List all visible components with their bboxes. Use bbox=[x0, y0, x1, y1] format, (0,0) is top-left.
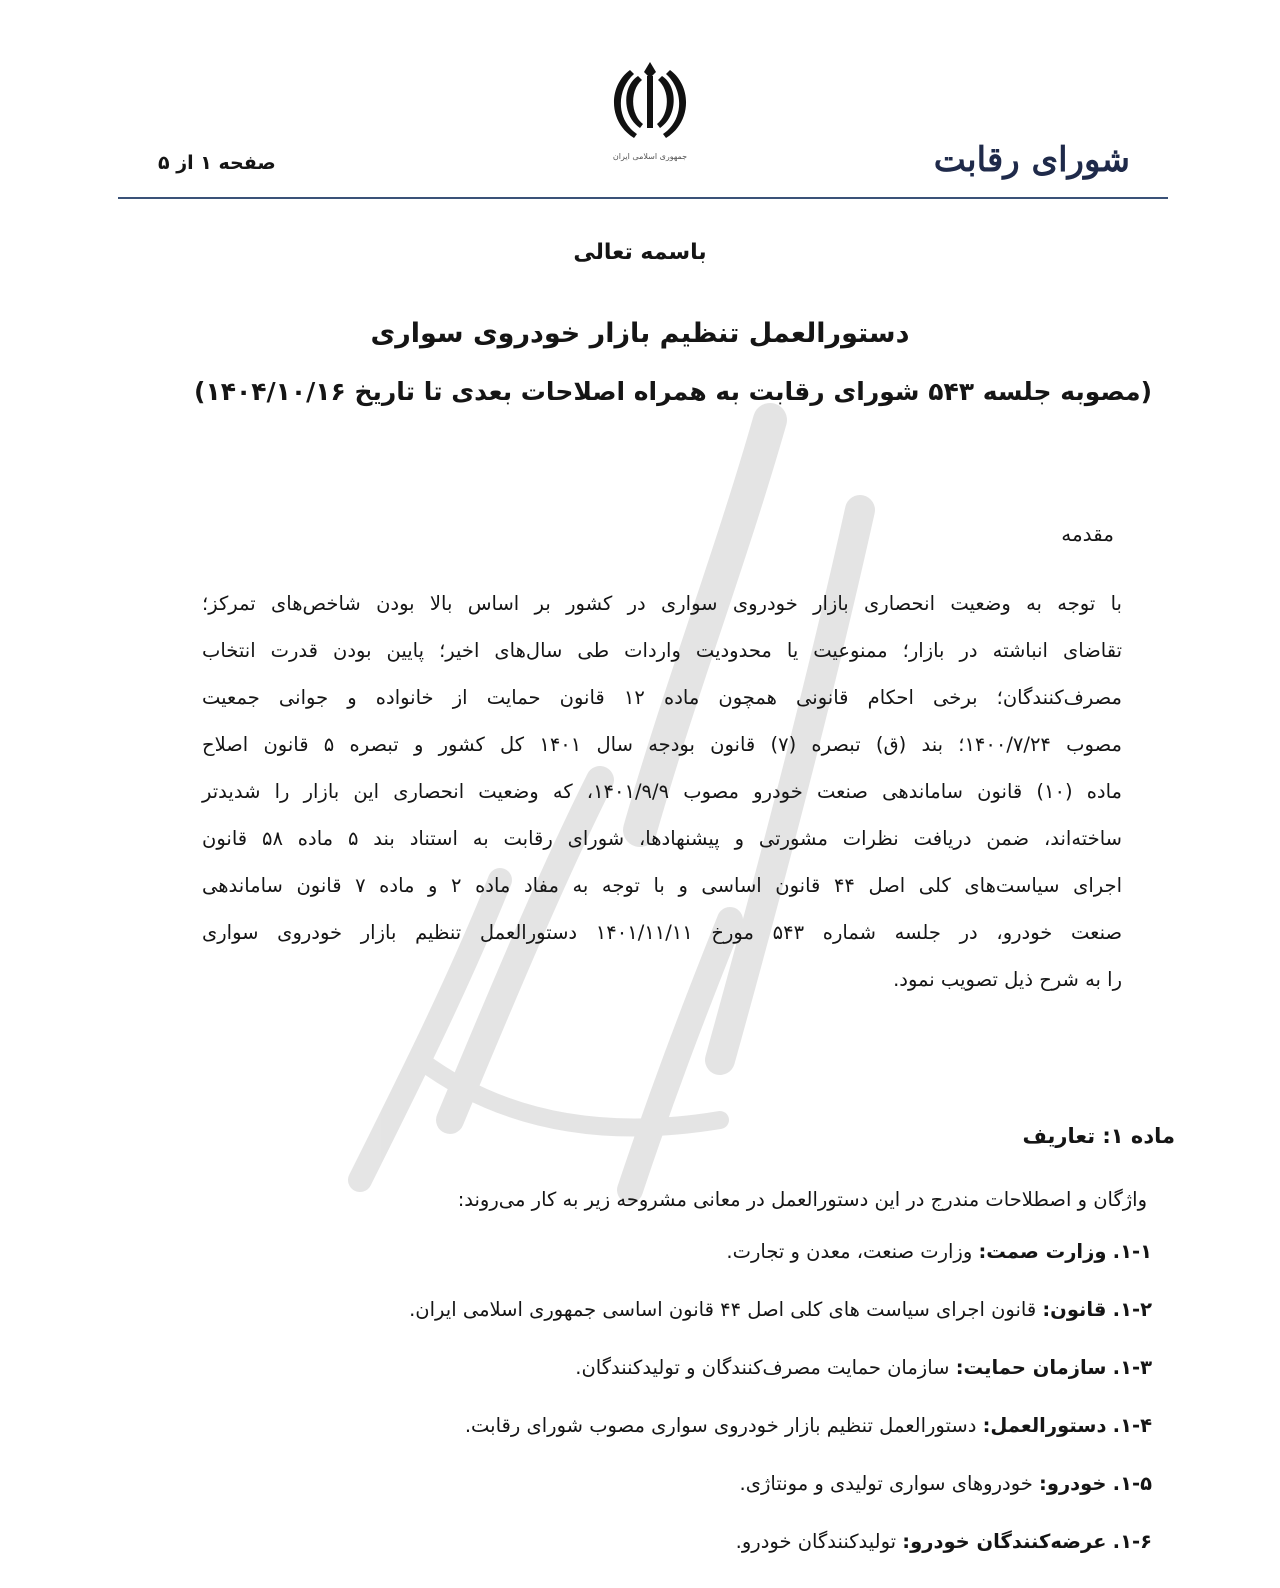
intro-line: تقاضای انباشته در بازار؛ ممنوعیت یا محدودیت واردات طی سال‌های اخیر؛ پایین بودن قدرت انتخاب bbox=[202, 639, 1122, 662]
document-title: دستورالعمل تنظیم بازار خودروی سواری bbox=[370, 318, 910, 349]
intro-line: مصوب ۱۴۰۰/۷/۲۴؛ بند (ق) تبصره (۷) قانون بودجه سال ۱۴۰۱ کل کشور و تبصره ۵ قانون اصلاح bbox=[202, 733, 1122, 756]
definition-number: ۱-۴. bbox=[1112, 1414, 1152, 1437]
intro-line: را به شرح ذیل تصویب نمود. bbox=[893, 968, 1122, 991]
definition-text: خودروهای سواری تولیدی و مونتاژی. bbox=[739, 1472, 1040, 1495]
iran-emblem-icon bbox=[610, 56, 690, 146]
definition-text: وزارت صنعت، معدن و تجارت. bbox=[726, 1240, 979, 1263]
definition-text: سازمان حمایت مصرف‌کنندگان و تولیدکنندگان. bbox=[575, 1356, 956, 1379]
definition-text: قانون اجرای سیاست های کلی اصل ۴۴ قانون اساسی جمهوری اسلامی ایران. bbox=[409, 1298, 1043, 1321]
article-1-heading: ماده ۱: تعاریف bbox=[1022, 1124, 1175, 1148]
document-subtitle: (مصوبه جلسه ۵۴۳ شورای رقابت به همراه اصلاحات بعدی تا تاریخ ۱۴۰۴/۱۰/۱۶) bbox=[194, 377, 1152, 406]
definition-item bbox=[409, 1298, 1152, 1356]
intro-line: صنعت خودرو، در جلسه شماره ۵۴۳ مورخ ۱۴۰۱/۱۱/۱۱ دستورالعمل تنظیم بازار خودروی سواری bbox=[202, 921, 1123, 944]
definition-number: ۱-۲. bbox=[1112, 1298, 1152, 1321]
intro-line: با توجه به وضعیت انحصاری بازار خودروی سواری در کشور بر اساس بالا بودن شاخص‌های تمرکز؛ bbox=[202, 592, 1122, 615]
emblem-logo bbox=[605, 56, 695, 168]
definition-number: ۱-۶. bbox=[1112, 1530, 1152, 1553]
definition-number: ۱-۵. bbox=[1112, 1472, 1152, 1495]
emblem-caption: جمهوری اسلامی ایران bbox=[612, 152, 688, 161]
definition-number: ۱-۱. bbox=[1112, 1240, 1152, 1263]
definitions-list bbox=[409, 1240, 1152, 1588]
intro-line: ماده (۱۰) قانون ساماندهی صنعت خودرو مصوب ۱۴۰۱/۹/۹، که وضعیت انحصاری این بازار را شدیدتر bbox=[202, 780, 1123, 803]
definition-item bbox=[409, 1414, 1152, 1472]
definitions-intro: واژگان و اصطلاحات مندرج در این دستورالعمل در معانی مشروحه زیر به کار می‌روند: bbox=[457, 1188, 1147, 1211]
intro-heading: مقدمه bbox=[1061, 522, 1114, 546]
definition-item bbox=[409, 1240, 1152, 1298]
definition-item bbox=[409, 1472, 1152, 1530]
intro-line: مصرف‌کنندگان؛ برخی احکام قانونی همچون ماده ۱۲ قانون حمایت از خانواده و جوانی جمعیت bbox=[202, 686, 1122, 709]
organization-title: شورای رقابت bbox=[933, 140, 1130, 180]
definition-item bbox=[409, 1356, 1152, 1414]
definition-term: سازمان حمایت: bbox=[955, 1356, 1107, 1379]
definition-item bbox=[409, 1530, 1152, 1588]
intro-line: ساخته‌اند، ضمن دریافت نظرات مشورتی و پیشنهادها، شورای رقابت به استناد بند ۵ ماده ۵۸ قانون bbox=[202, 827, 1122, 850]
definition-number: ۱-۳. bbox=[1112, 1356, 1152, 1379]
intro-line: اجرای سیاست‌های کلی اصل ۴۴ قانون اساسی و با توجه به مفاد ماده ۲ و ماده ۷ قانون ساماندهی bbox=[202, 874, 1122, 897]
intro-paragraph bbox=[202, 580, 1122, 1003]
page-number: صفحه ۱ از ۵ bbox=[158, 152, 276, 174]
definition-term: خودرو: bbox=[1039, 1472, 1107, 1495]
header-divider bbox=[118, 197, 1168, 199]
invocation: باسمه تعالی bbox=[573, 240, 707, 265]
definition-term: وزارت صمت: bbox=[978, 1240, 1107, 1263]
definition-text: تولیدکنندگان خودرو. bbox=[735, 1530, 903, 1553]
definition-term: قانون: bbox=[1042, 1298, 1107, 1321]
definition-text: دستورالعمل تنظیم بازار خودروی سواری مصوب شورای رقابت. bbox=[464, 1414, 983, 1437]
definition-term: دستورالعمل: bbox=[982, 1414, 1107, 1437]
definition-term: عرضه‌کنندگان خودرو: bbox=[902, 1530, 1107, 1553]
